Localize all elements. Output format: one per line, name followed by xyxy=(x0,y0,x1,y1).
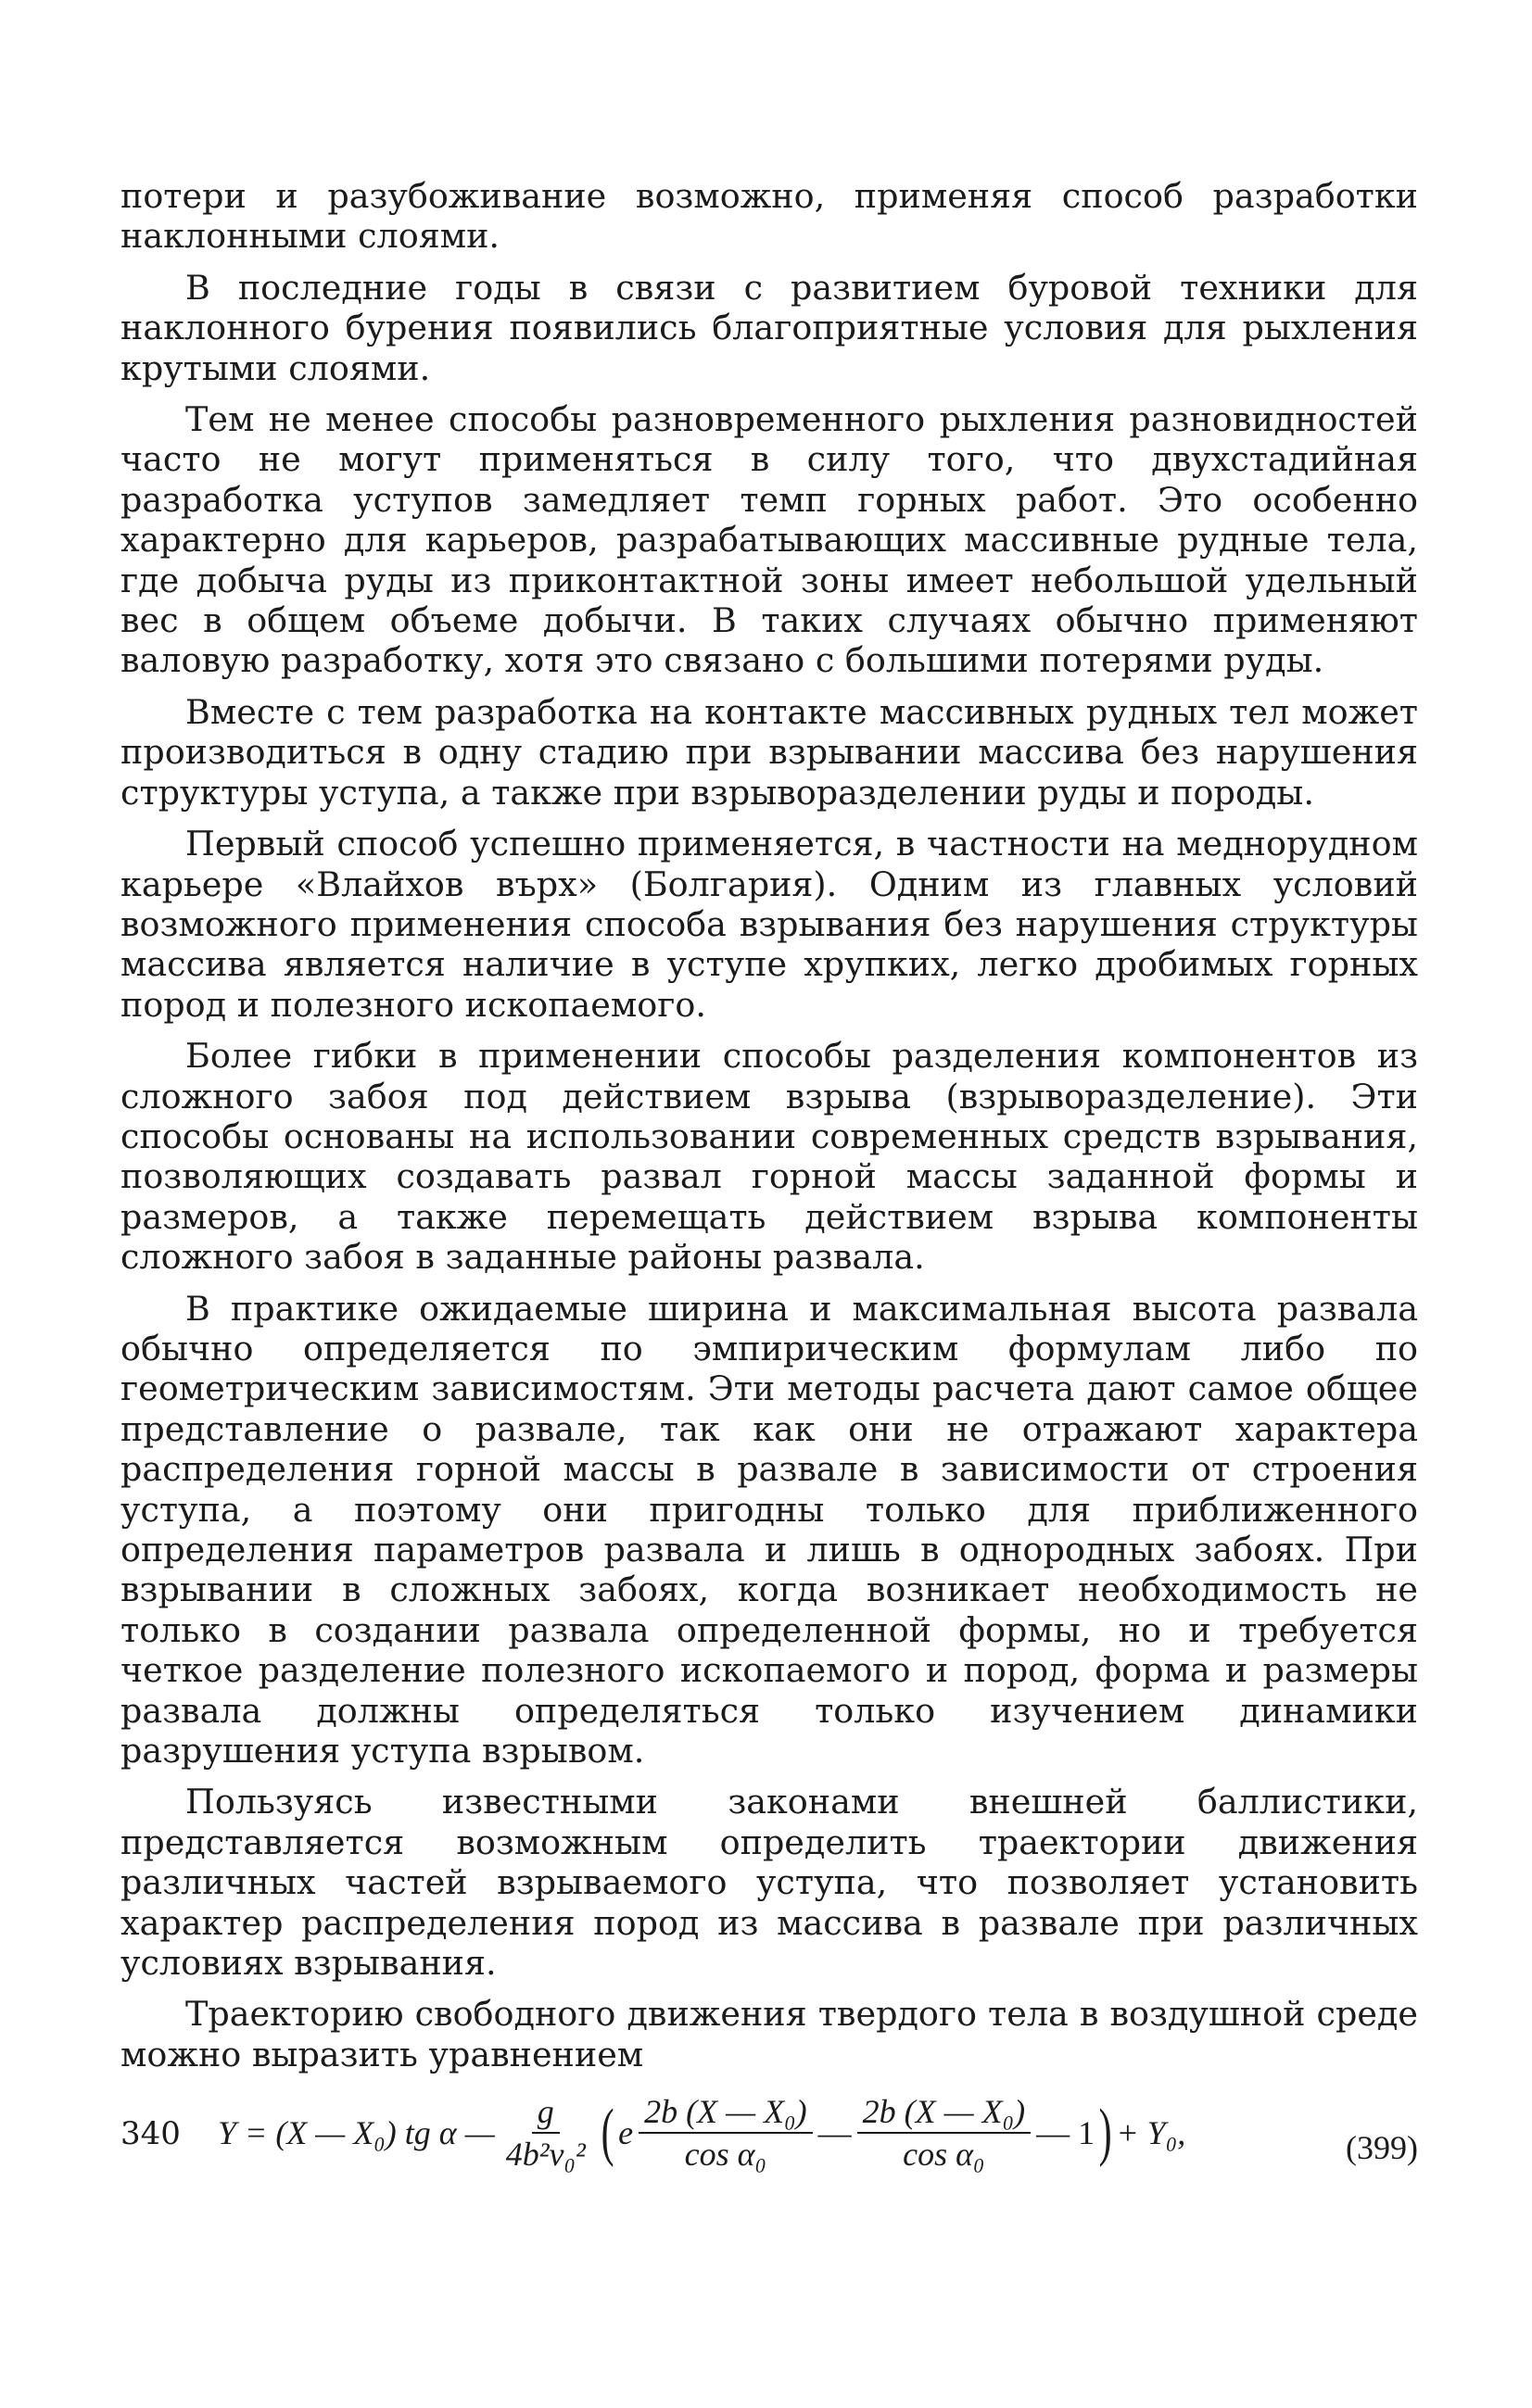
fraction-exponent-denominator: cos α₀ xyxy=(684,2136,767,2174)
fraction-g xyxy=(500,2093,591,2173)
fraction-g-numerator: g xyxy=(532,2093,560,2134)
paragraph-3: Тем не менее способы разновременного рыхления разновидностей часто не могут применяться в силу того, что двухстадийная разработка уступов замедляет темп горных работ. Это особенно характерно для карьеров, разрабатывающих массивные рудные тела, где добыча руды из приконтактной зоны имеет небольшой удельный вес в общем объеме добычи. В таких случаях обычно применяют валовую разработку, хотя это связано с большими потерями руды. xyxy=(120,399,1418,681)
page-number: 340 xyxy=(120,2115,181,2152)
equation-rhs: + Y₀, xyxy=(1116,2113,1186,2151)
equation-lhs: Y = (X — X₀) tg α — xyxy=(218,2113,495,2151)
fraction-exponent-numerator: 2b (X — X₀) xyxy=(639,2093,812,2134)
paragraph-4: Вместе с тем разработка на контакте массивных рудных тел может производиться в одну стадию при взрывании массива без нарушения структуры уступа, а также при взрыворазделении руды и породы. xyxy=(120,691,1418,813)
right-paren: ) xyxy=(1098,2097,1112,2169)
paragraph-9: Траекторию свободного движения твердого тела в воздушной среде можно выразить уравнением xyxy=(120,1994,1418,2074)
fraction-exponent xyxy=(639,2093,812,2173)
fraction-linear-numerator: 2b (X — X₀) xyxy=(857,2093,1031,2134)
fraction-g-denominator: 4b²v₀² xyxy=(505,2136,586,2174)
paragraph-2: В последние годы в связи с развитием буровой техники для наклонного бурения появились благоприятные условия для рыхления крутыми слоями. xyxy=(120,267,1418,388)
paragraph-5: Первый способ успешно применяется, в частности на меднорудном карьере «Влайхов върх» (Болгария). Одним из главных условий возможного применения способа взрывания без нарушения структуры массива является наличие в уступе хрупких, легко дробимых горных пород и полезного ископаемого. xyxy=(120,824,1418,1025)
fraction-linear-denominator: cos α₀ xyxy=(903,2136,985,2174)
paragraph-7: В практике ожидаемые ширина и максимальная высота развала обычно определяется по эмпирическим формулам либо по геометрическим зависимостям. Эти методы расчета дают самое общее представление о развале, так как они не отражают характера распределения горной массы в развале в зависимости от строения уступа, а поэтому они пригодны только для приближенного определения параметров развала и лишь в однородных забоях. При взрывании в сложных забоях, когда возникает необходимость не только в создании развала определенной формы, но и требуется четкое разделение полезного ископаемого и пород, форма и размеры развала должны определяться только изучением динамики разрушения уступа взрывом. xyxy=(120,1288,1418,1771)
fraction-linear xyxy=(857,2093,1031,2173)
equation-number: (399) xyxy=(1346,2129,1418,2167)
left-paren: ( xyxy=(601,2097,614,2169)
exponent-base-e: e xyxy=(618,2113,634,2151)
paragraph-8: Пользуясь известными законами внешней баллистики, представляется возможным определить траектории движения различных частей взрываемого уступа, что позволяет установить характер распределения пород из массива в развале при различных условиях взрывания. xyxy=(120,1782,1418,1984)
paragraph-1: потери и разубоживание возможно, применяя способ разработки наклонными слоями. xyxy=(120,176,1418,257)
paragraph-6: Более гибки в применении способы разделения компонентов из сложного забоя под действием взрыва (взрыворазделение). Эти способы основаны на использовании современных средств взрывания, позволяющих создавать развал горной массы заданной формы и размеров, а также перемещать действием взрыва компоненты сложного забоя в заданные районы развала. xyxy=(120,1036,1418,1278)
equation-body xyxy=(218,2093,1185,2173)
equation-minus: — xyxy=(817,2113,852,2151)
equation-tail: — 1 xyxy=(1036,2113,1095,2151)
page-body xyxy=(120,176,1418,2197)
equation-399 xyxy=(120,2086,1418,2197)
